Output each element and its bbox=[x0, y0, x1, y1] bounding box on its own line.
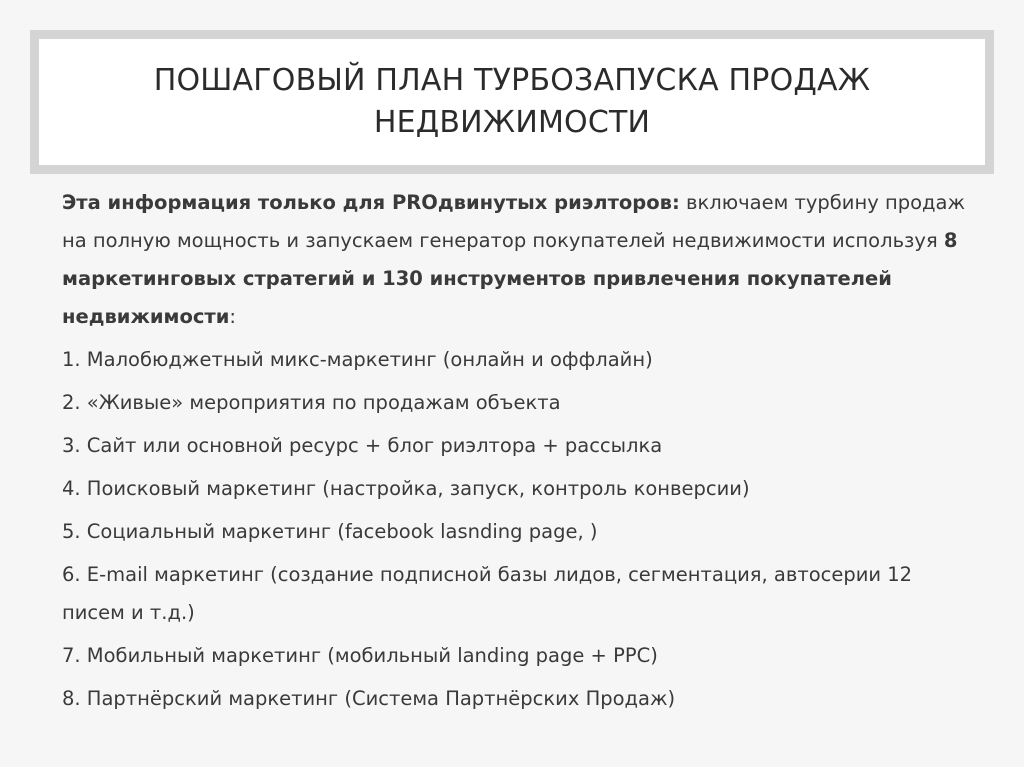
intro-text-2: : bbox=[229, 305, 236, 328]
slide-title-line-2: НЕДВИЖИМОСТИ bbox=[373, 105, 651, 140]
slide-title-frame bbox=[30, 30, 994, 174]
strategy-item-5: 5. Социальный маркетинг (facebook lasnding page, ) bbox=[62, 520, 598, 543]
intro-text-1: включаем турбину продаж на полную мощность и запускаем генератор покупателей недвижимости используя bbox=[62, 191, 966, 252]
intro-bold-lead: Эта информация только для PRОдвинутых риэлторов: bbox=[62, 191, 680, 214]
strategy-item-6: 6. E-mail маркетинг (создание подписной базы лидов, сегментация, автосерии 12 писем и т.д.) bbox=[62, 563, 913, 624]
strategy-item-7: 7. Мобильный маркетинг (мобильный landing page + PPC) bbox=[62, 644, 658, 667]
strategy-item-8: 8. Партнёрский маркетинг (Система Партнёрских Продаж) bbox=[62, 687, 676, 710]
strategy-list bbox=[62, 341, 974, 718]
intro-bold-strategies: 8 маркетинговых стратегий и 130 инструментов привлечения покупателей недвижимости bbox=[62, 229, 958, 328]
slide-content bbox=[62, 184, 974, 723]
slide-title-line-1: ПОШАГОВЫЙ ПЛАН ТУРБОЗАПУСКА ПРОДАЖ bbox=[153, 63, 871, 98]
strategy-item-1: 1. Малобюджетный микс-маркетинг (онлайн и оффлайн) bbox=[62, 348, 653, 371]
strategy-item-4: 4. Поисковый маркетинг (настройка, запуск, контроль конверсии) bbox=[62, 477, 750, 500]
intro-paragraph bbox=[62, 184, 974, 336]
strategy-item-2: 2. «Живые» мероприятия по продажам объекта bbox=[62, 391, 561, 414]
strategy-item-3: 3. Сайт или основной ресурс + блог риэлтора + рассылка bbox=[62, 434, 663, 457]
